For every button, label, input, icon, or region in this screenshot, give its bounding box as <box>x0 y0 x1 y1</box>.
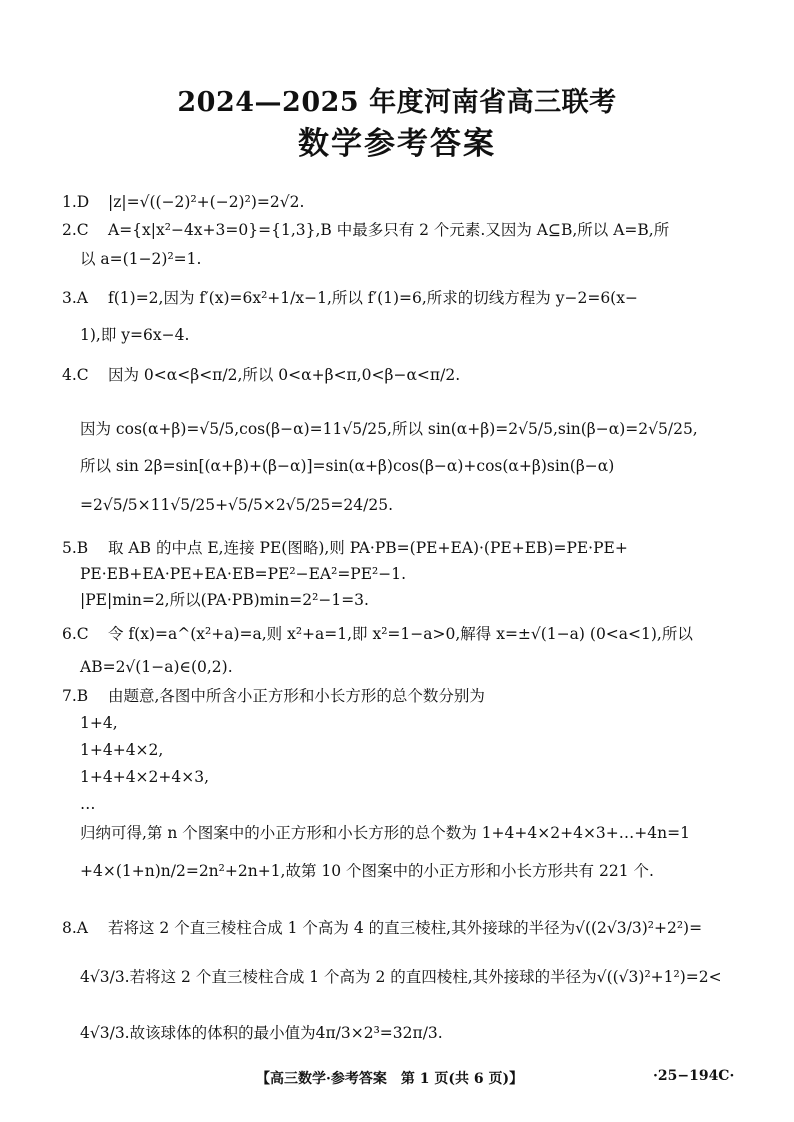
answer-line: +4×(1+n)n/2=2n²+2n+1,故第 10 个图案中的小正方形和小长方形共有 221 个. <box>80 862 654 880</box>
question-number: 4.C <box>62 366 89 384</box>
answer-line: 4√3/3.若将这 2 个直三棱柱合成 1 个高为 2 的直四棱柱,其外接球的半径为√((√3)²+1²)=2< <box>80 968 722 986</box>
answer-line: 归纳可得,第 n 个图案中的小正方形和小长方形的总个数为 1+4+4×2+4×3+…+4n=1 <box>80 824 690 842</box>
answer-line: 1),即 y=6x−4. <box>80 326 190 344</box>
answer-line: =2√5/5×11√5/25+√5/5×2√5/25=24/25. <box>80 496 393 514</box>
question-number: 3.A <box>62 289 88 307</box>
answer-line: |PE|min=2,所以(PA·PB)min=2²−1=3. <box>80 591 369 609</box>
question-number: 6.C <box>62 625 89 643</box>
answer-line: 4√3/3.故该球体的体积的最小值为4π/3×2³=32π/3. <box>80 1024 443 1042</box>
footer-code: ·25−194C· <box>653 1068 735 1084</box>
page-subtitle: 数学参考答案 <box>298 126 496 162</box>
answer-line: f(1)=2,因为 f′(x)=6x²+1/x−1,所以 f′(1)=6,所求的切线方程为 y−2=6(x− <box>108 289 638 307</box>
answer-line: 因为 cos(α+β)=√5/5,cos(β−α)=11√5/25,所以 sin(α+β)=2√5/5,sin(β−α)=2√5/25, <box>80 420 698 438</box>
answer-line: 由题意,各图中所含小正方形和小长方形的总个数分别为 <box>108 687 485 705</box>
answer-line: AB=2√(1−a)∈(0,2). <box>80 658 233 676</box>
answer-line: 令 f(x)=a^(x²+a)=a,则 x²+a=1,即 x²=1−a>0,解得 x=±√(1−a) (0<a<1),所以 <box>108 625 693 643</box>
question-number: 5.B <box>62 539 89 557</box>
answer-line: 取 AB 的中点 E,连接 PE(图略),则 PA·PB=(PE+EA)·(PE+EB)=PE·PE+ <box>108 539 628 557</box>
answer-line: 1+4+4×2+4×3, <box>80 768 210 786</box>
answer-line: 所以 sin 2β=sin[(α+β)+(β−α)]=sin(α+β)cos(β−α)+cos(α+β)sin(β−α) <box>80 457 615 475</box>
answer-line: 1+4+4×2, <box>80 741 164 759</box>
question-number: 1.D <box>62 193 90 211</box>
page-title: 2024—2025 年度河南省高三联考 <box>177 87 617 118</box>
answer-line: |z|=√((−2)²+(−2)²)=2√2. <box>108 193 305 211</box>
answer-line: 因为 0<α<β<π/2,所以 0<α+β<π,0<β−α<π/2. <box>108 366 461 384</box>
answer-line: 以 a=(1−2)²=1. <box>80 250 202 268</box>
answer-line: PE·EB+EA·PE+EA·EB=PE²−EA²=PE²−1. <box>80 565 407 583</box>
question-number: 7.B <box>62 687 89 705</box>
answer-line: A={x|x²−4x+3=0}={1,3},B 中最多只有 2 个元素.又因为 A⊆B,所以 A=B,所 <box>108 221 670 239</box>
answer-line: 若将这 2 个直三棱柱合成 1 个高为 4 的直三棱柱,其外接球的半径为√((2√3/3)²+2²)= <box>108 919 703 937</box>
question-number: 2.C <box>62 221 89 239</box>
footer-page-info: 【高三数学·参考答案 第 1 页(共 6 页)】 <box>256 1071 524 1087</box>
question-number: 8.A <box>62 919 88 937</box>
answer-line: 1+4, <box>80 714 118 732</box>
answer-line: … <box>80 795 96 813</box>
